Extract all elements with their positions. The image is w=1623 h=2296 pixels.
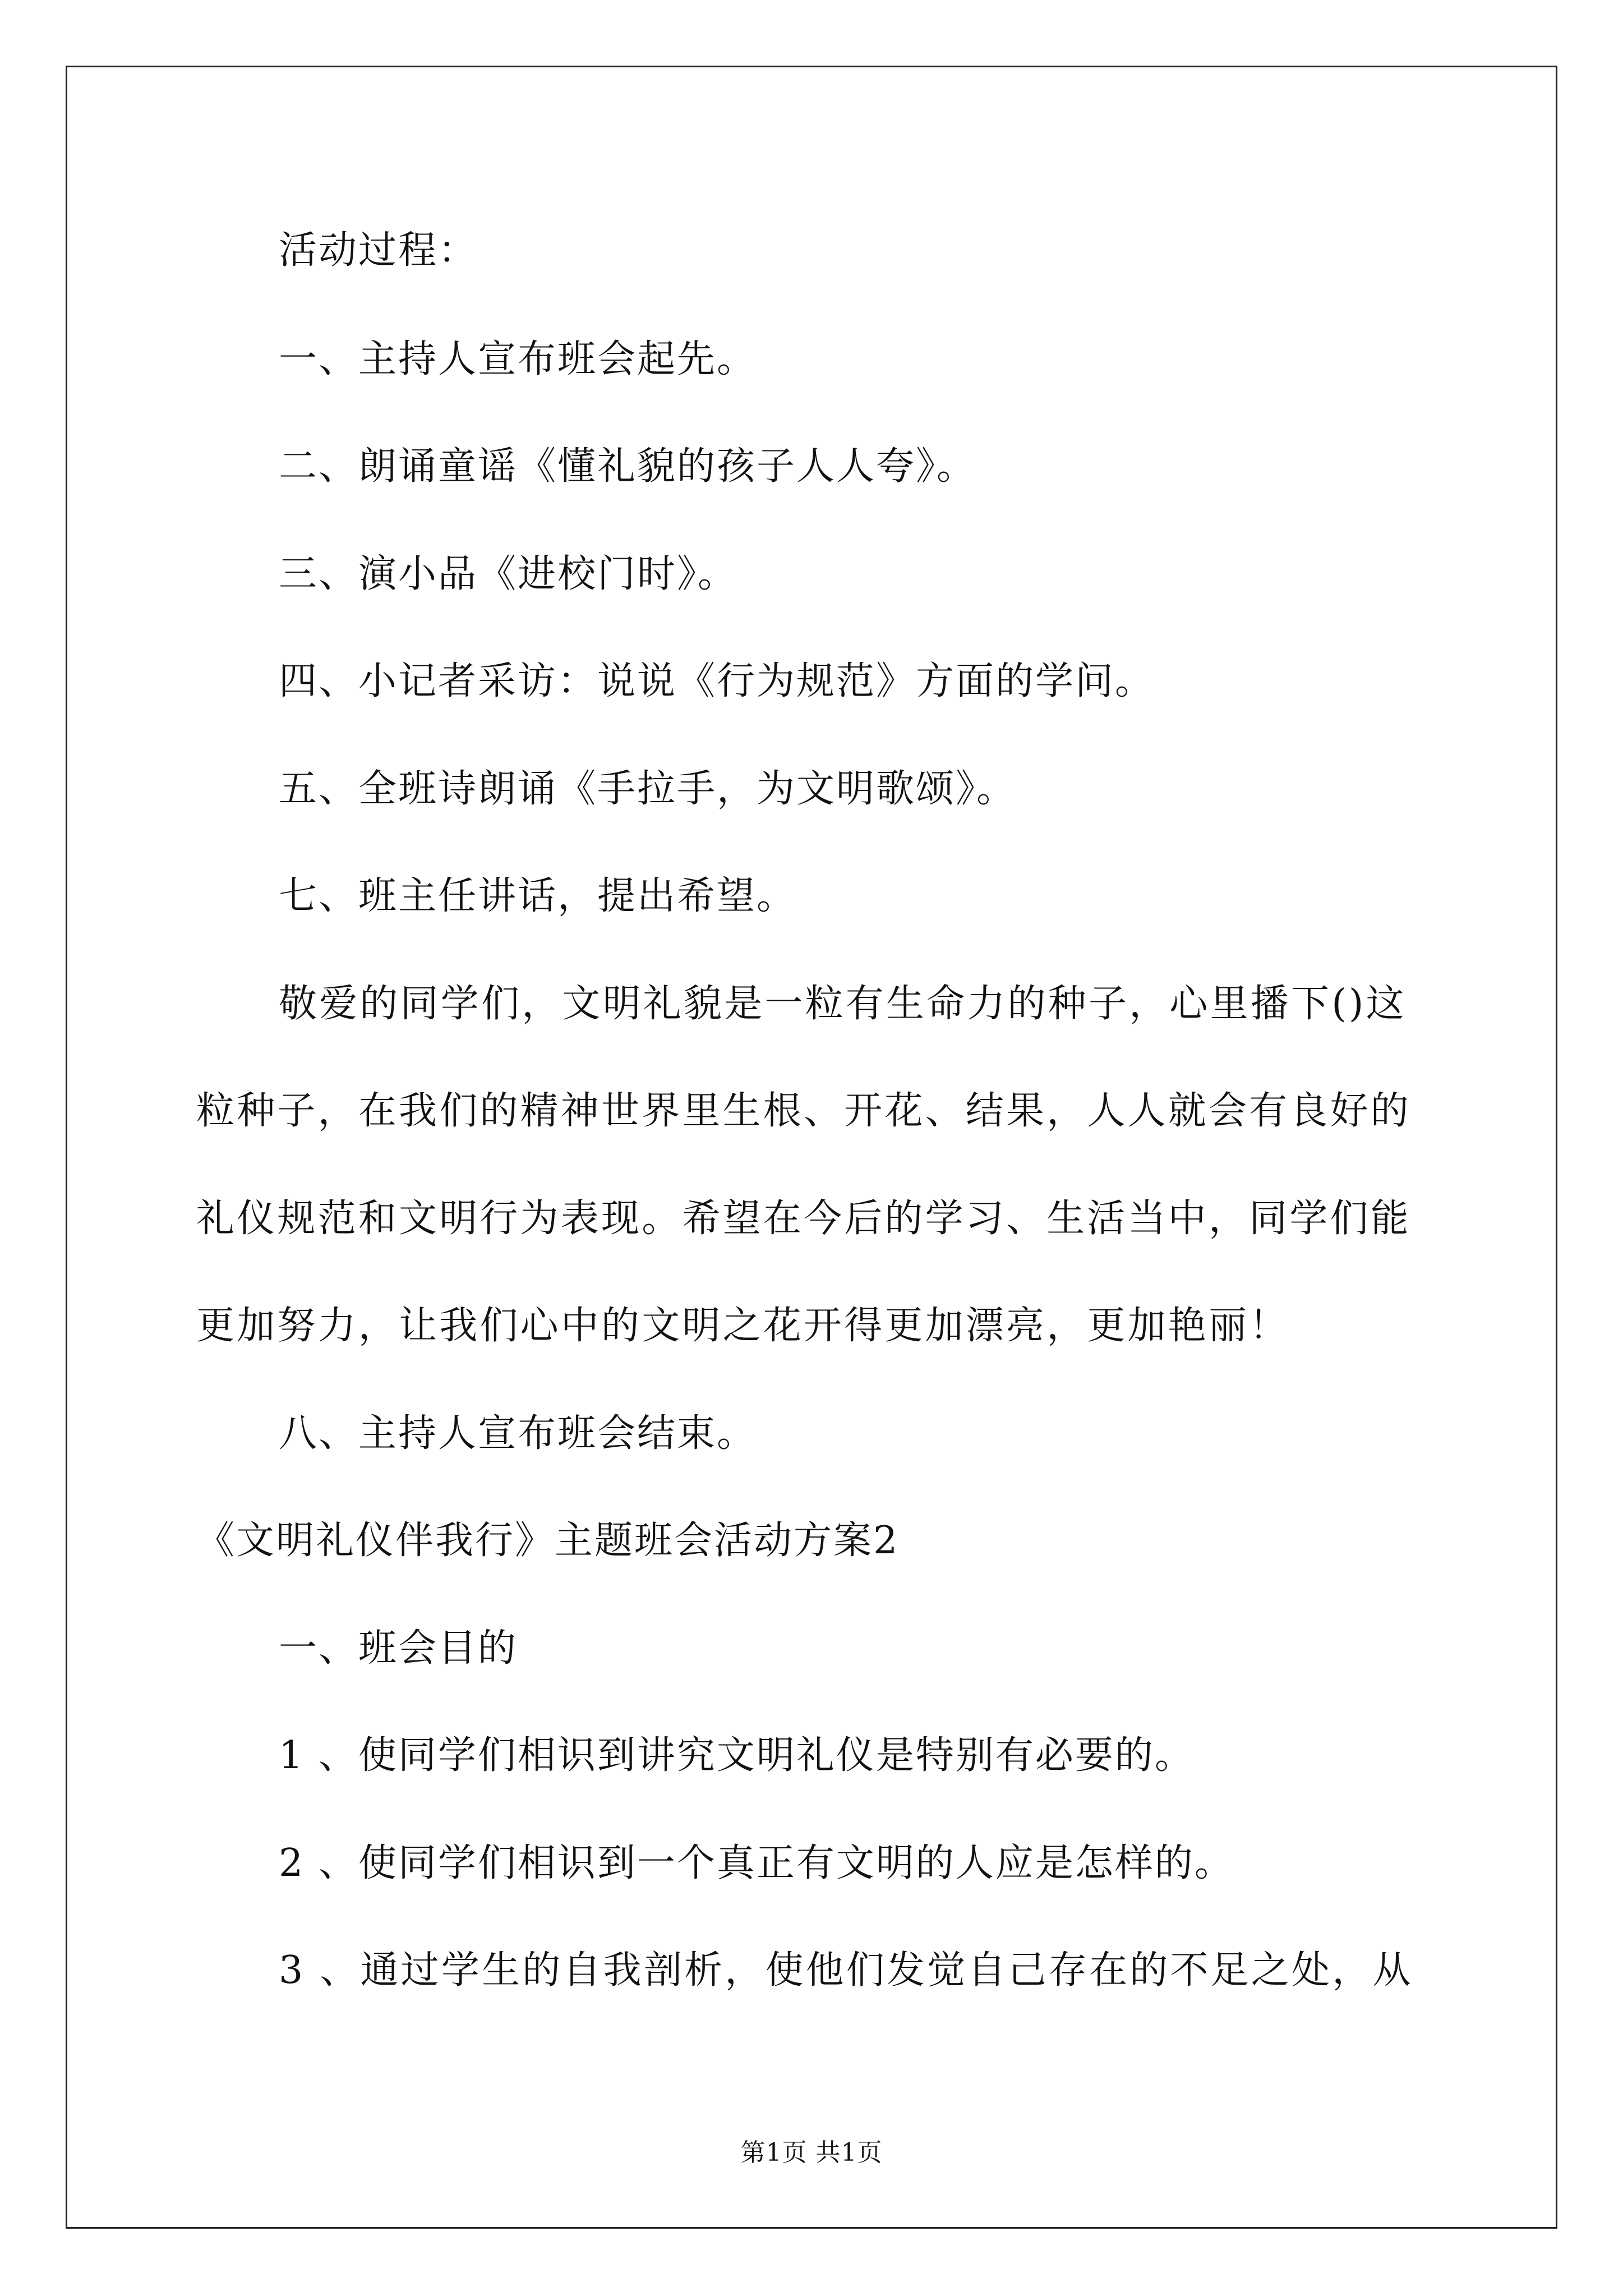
section-heading-process: 活动过程： <box>279 228 478 273</box>
list-item: 3 、通过学生的自我剖析，使他们发觉自己存在的不足之处，从 <box>279 1948 1413 1993</box>
list-item: 二、朗诵童谣《懂礼貌的孩子人人夸》。 <box>279 444 977 489</box>
list-item: 1 、使同学们相识到讲究文明礼仪是特别有必要的。 <box>279 1733 1195 1778</box>
paragraph-line: 更加努力，让我们心中的文明之花开得更加漂亮，更加艳丽！ <box>196 1304 1290 1348</box>
paragraph-line: 礼仪规范和文明行为表现。希望在今后的学习、生活当中，同学们能 <box>196 1197 1412 1241</box>
paragraph-line: 敬爱的同学们，文明礼貌是一粒有生命力的种子，心里播下()这 <box>279 982 1407 1026</box>
list-item: 一、主持人宣布班会起先。 <box>279 337 757 381</box>
list-item: 五、全班诗朗诵《手拉手，为文明歌颂》。 <box>279 767 1017 811</box>
list-item: 三、演小品《进校门时》。 <box>279 552 738 596</box>
section-title: 《文明礼仪伴我行》主题班会活动方案2 <box>196 1519 900 1563</box>
page-border <box>66 66 1557 2229</box>
list-item: 八、主持人宣布班会结束。 <box>279 1411 757 1456</box>
list-item: 四、小记者采访：说说《行为规范》方面的学问。 <box>279 659 1155 703</box>
subsection-heading: 一、班会目的 <box>279 1626 518 1671</box>
paragraph-line: 粒种子，在我们的精神世界里生根、开花、结果，人人就会有良好的 <box>196 1089 1412 1133</box>
list-item: 2 、使同学们相识到一个真正有文明的人应是怎样的。 <box>279 1841 1234 1885</box>
page-footer: 第1页 共1页 <box>740 2138 883 2167</box>
list-item: 七、班主任讲话，提出希望。 <box>279 874 797 918</box>
